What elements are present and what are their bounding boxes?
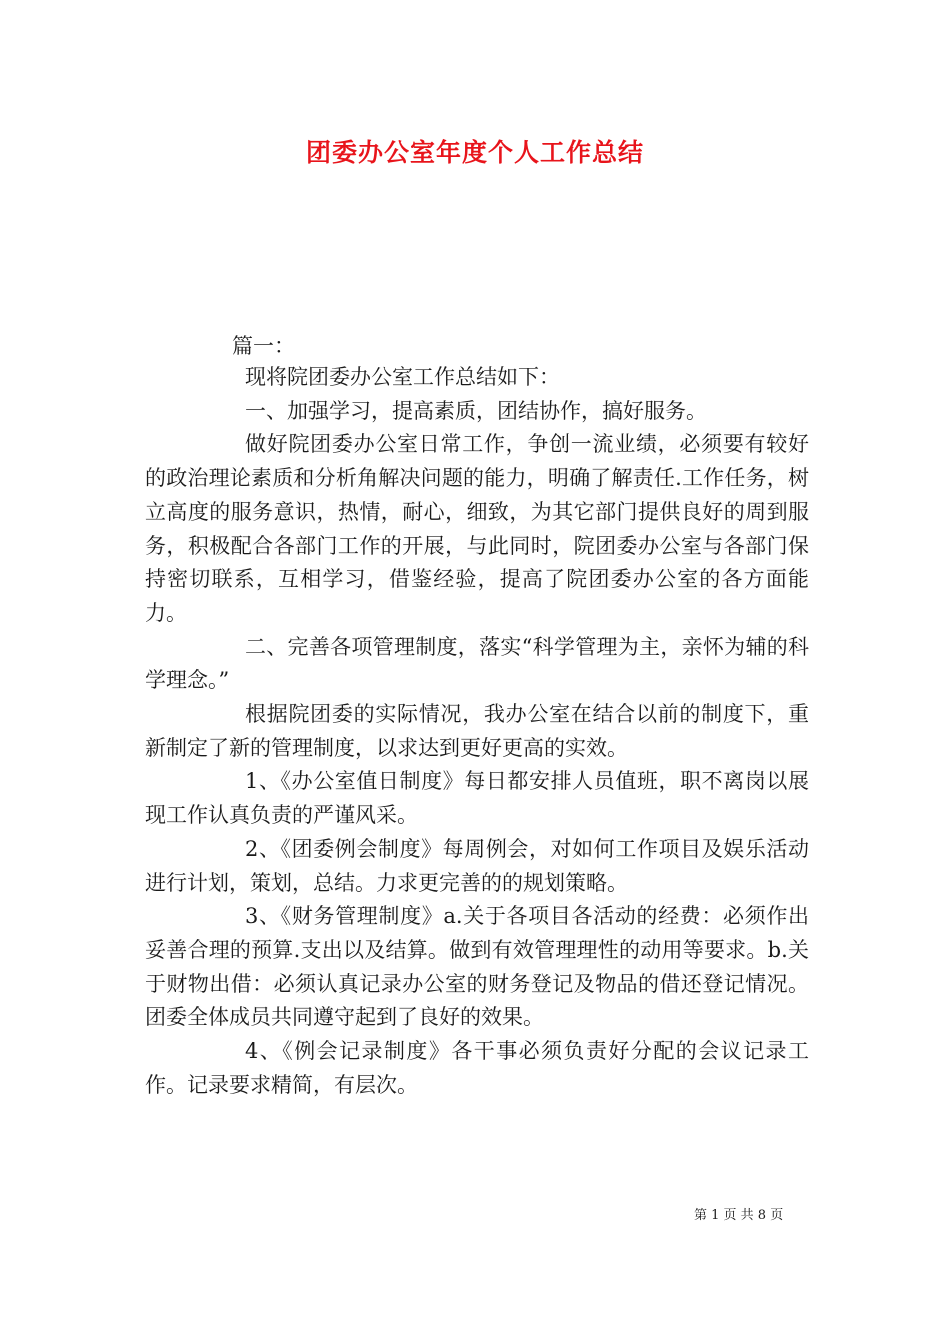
- paragraph: 2、《团委例会制度》每周例会，对如何工作项目及娱乐活动进行计划，策划，总结。力求更完善的的规划策略。: [145, 836, 809, 895]
- document-body: [145, 361, 809, 1102]
- paragraph: 现将院团委办公室工作总结如下：: [245, 365, 560, 389]
- document-title: 团委办公室年度个人工作总结: [305, 138, 644, 167]
- paragraph: 做好院团委办公室日常工作，争创一流业绩，必须要有较好的政治理论素质和分析角解决问题的能力，明确了解责任.工作任务，树立高度的服务意识，热情，耐心，细致，为其它部门提供良好的周到服务，积极配合各部门工作的开展，与此同时，院团委办公室与各部门保持密切联系，互相学习，借鉴经验，提高了院团委办公室的各方面能力。: [145, 432, 809, 625]
- page-footer: 第 1 页 共 8 页: [694, 1208, 784, 1223]
- paragraph: 根据院团委的实际情况，我办公室在结合以前的制度下，重新制定了新的管理制度，以求达到更好更高的实效。: [145, 702, 809, 760]
- section-label: 篇一：: [232, 334, 295, 358]
- paragraph: 二、完善各项管理制度，落实“科学管理为主，亲怀为辅的科学理念。”: [145, 634, 809, 693]
- paragraph: 1、《办公室值日制度》每日都安排人员值班，职不离岗以展现工作认真负责的严谨风采。: [145, 769, 809, 828]
- paragraph: 一、加强学习，提高素质，团结协作，搞好服务。: [245, 398, 707, 423]
- paragraph: 3、《财务管理制度》a.关于各项目各活动的经费：必须作出妥善合理的预算.支出以及结算。做到有效管理理性的动用等要求。b.关于财物出借：必须认真记录办公室的财务登记及物品的借还登记情况。团委全体成员共同遵守起到了良好的效果。: [145, 904, 809, 1030]
- paragraph: 4、《例会记录制度》各干事必须负责好分配的会议记录工作。记录要求精简，有层次。: [145, 1039, 809, 1097]
